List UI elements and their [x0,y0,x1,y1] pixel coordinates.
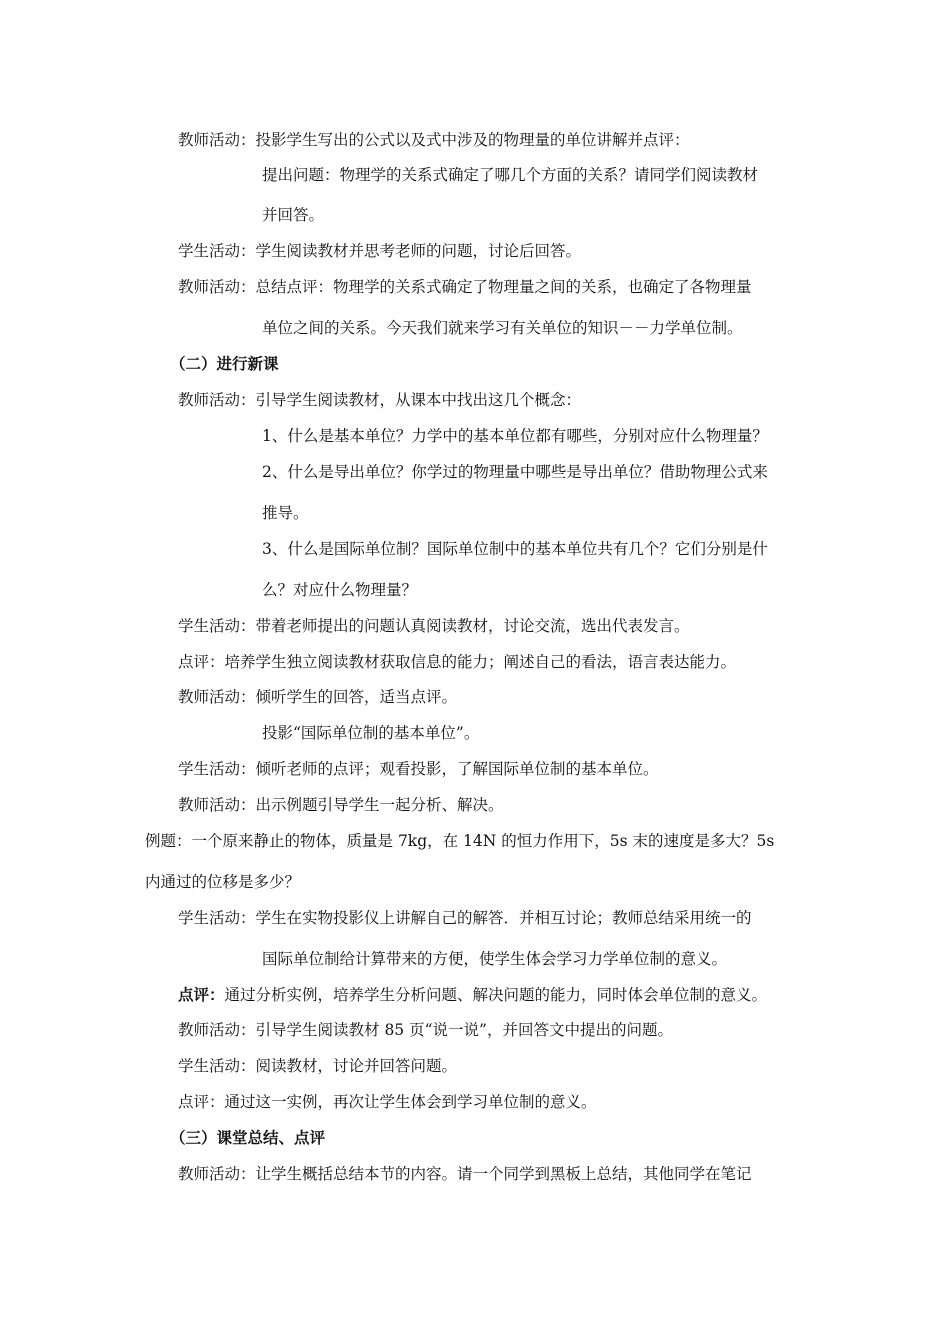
paragraph-line: 教师活动：投影学生写出的公式以及式中涉及的物理量的单位讲解并点评： [178,131,690,149]
paragraph-line: 国际单位制给计算带来的方便，使学生体会学习力学单位制的意义。 [262,950,728,968]
speaker-label: 教师活动： [178,688,256,706]
paragraph-line: 教师活动：引导学生阅读教材，从课本中找出这几个概念： [178,391,582,409]
speaker-label: 点评： [178,653,225,671]
speaker-label: 教师活动： [178,278,256,296]
paragraph-line: 点评：培养学生独立阅读教材获取信息的能力；阐述自己的看法，语言表达能力。 [178,653,737,671]
list-item: 1、什么是基本单位？力学中的基本单位都有哪些，分别对应什么物理量？ [262,427,768,445]
paragraph-line: 学生活动：倾听老师的点评；观看投影，了解国际单位制的基本单位。 [178,760,659,778]
paragraph-line: 教师活动：引导学生阅读教材 85 页“说一说”，并回答文中提出的问题。 [178,1021,673,1039]
paragraph-line: 提出问题：物理学的关系式确定了哪几个方面的关系？请同学们阅读教材 [262,166,759,184]
paragraph-line: 推导。 [262,504,309,522]
speaker-label: 点评： [178,985,225,1004]
paragraph-line: 教师活动：倾听学生的回答，适当点评。 [178,688,458,706]
paragraph-line: 单位之间的关系。今天我们就来学习有关单位的知识－－力学单位制。 [262,319,743,337]
paragraph-line: 学生活动：带着老师提出的问题认真阅读教材，讨论交流，选出代表发言。 [178,617,690,635]
paragraph-line: 学生活动：阅读教材，讨论并回答问题。 [178,1057,458,1075]
speaker-label: 学生活动： [178,760,256,778]
speaker-label: 学生活动： [178,242,256,260]
paragraph-line: 投影“国际单位制的基本单位”。 [262,724,480,742]
list-item: 3、什么是国际单位制？国际单位制中的基本单位共有几个？它们分别是什 [262,540,768,558]
speaker-label: 例题： [145,832,192,850]
speaker-label: 学生活动： [178,617,256,635]
paragraph-line: 教师活动：出示例题引导学生一起分析、解决。 [178,796,504,814]
speaker-label: 教师活动： [178,391,256,409]
paragraph-line: 学生活动：学生阅读教材并思考老师的问题，讨论后回答。 [178,242,582,260]
example-problem: 例题：一个原来静止的物体，质量是 7kg，在 14N 的恒力作用下，5s 末的速度是多大？5s [145,832,775,850]
speaker-label: 教师活动： [178,1021,256,1039]
speaker-label: 教师活动： [178,131,256,149]
speaker-label: 教师活动： [178,1165,256,1183]
paragraph-line: 并回答。 [262,206,325,224]
section-heading: （二）进行新课 [170,354,279,373]
paragraph-line: 点评：通过这一实例，再次让学生体会到学习单位制的意义。 [178,1093,597,1111]
speaker-label: 点评： [178,1093,225,1111]
paragraph-line: 教师活动：让学生概括总结本节的内容。请一个同学到黑板上总结，其他同学在笔记 [178,1165,752,1183]
paragraph-line: 内通过的位移是多少？ [145,873,301,891]
list-item: 2、什么是导出单位？你学过的物理量中哪些是导出单位？借助物理公式来 [262,463,768,481]
speaker-label: 学生活动： [178,909,256,927]
paragraph-line: 学生活动：学生在实物投影仪上讲解自己的解答．并相互讨论；教师总结采用统一的 [178,909,752,927]
speaker-label: 学生活动： [178,1057,256,1075]
section-heading: （三）课堂总结、点评 [170,1128,326,1147]
paragraph-line: 点评：通过分析实例，培养学生分析问题、解决问题的能力，同时体会单位制的意义。 [178,985,768,1004]
speaker-label: 教师活动： [178,796,256,814]
paragraph-line: 教师活动：总结点评：物理学的关系式确定了物理量之间的关系，也确定了各物理量 [178,278,752,296]
paragraph-line: 么？对应什么物理量？ [262,581,418,599]
